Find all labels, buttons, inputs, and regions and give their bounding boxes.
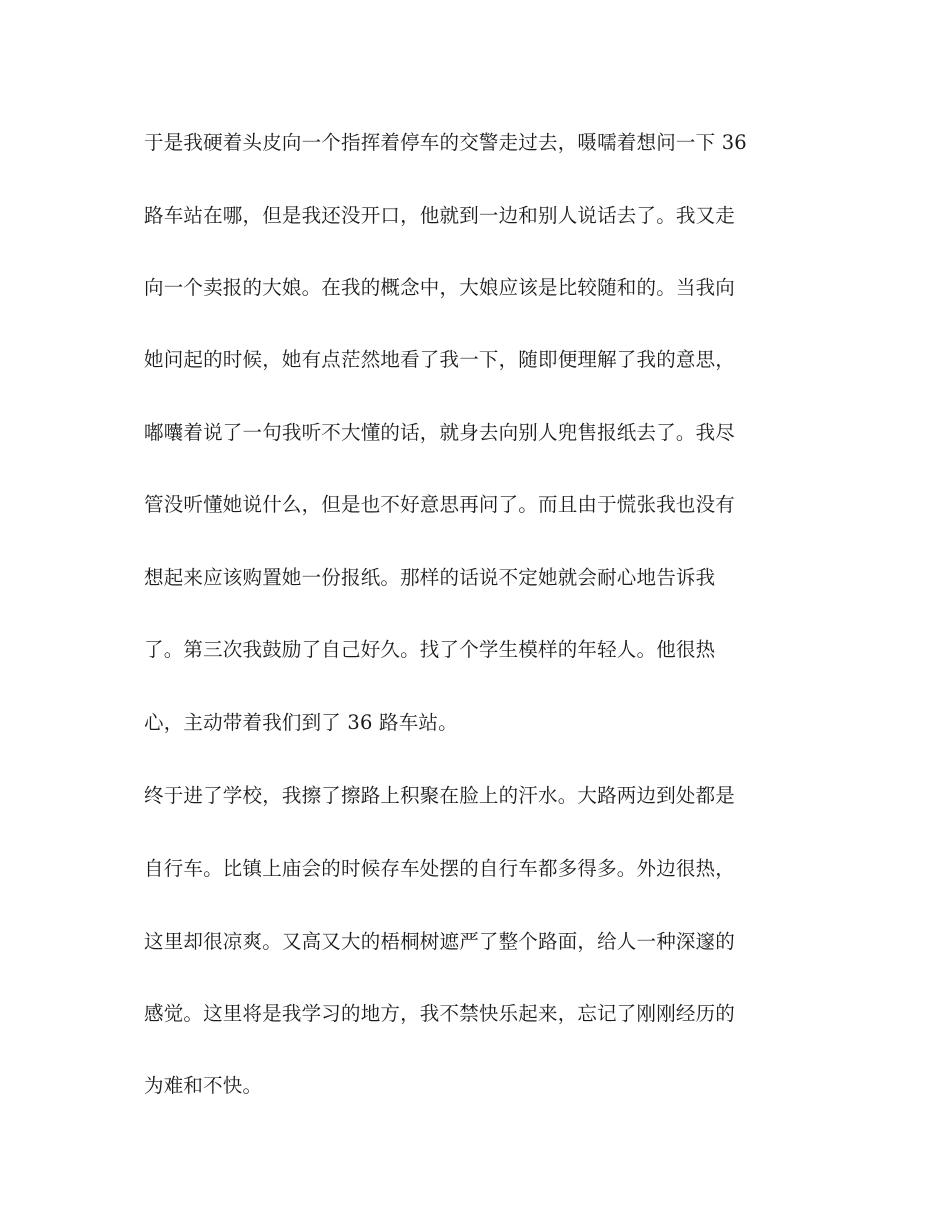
text-line: 路车站在哪，但是我还没开口，他就到一边和别人说话去了。我又走	[144, 204, 736, 227]
text-line: 这里却很凉爽。又高又大的梧桐树遮严了整个路面，给人一种深邃的	[144, 930, 736, 953]
text-line: 嘟囔着说了一句我听不大懂的话，就身去向别人兜售报纸去了。我尽	[144, 421, 736, 444]
text-line: 为难和不快。	[144, 1074, 263, 1097]
text-line: 向一个卖报的大娘。在我的概念中，大娘应该是比较随和的。当我向	[144, 276, 736, 299]
text-line: 于是我硬着头皮向一个指挥着停车的交警走过去，嗫嚅着想问一下 36	[144, 131, 747, 154]
text-line: 感觉。这里将是我学习的地方，我不禁快乐起来，忘记了刚刚经历的	[144, 1002, 736, 1025]
text-line: 自行车。比镇上庙会的时候存车处摆的自行车都多得多。外边很热，	[144, 857, 736, 880]
text-line: 管没听懂她说什么，但是也不好意思再问了。而且由于慌张我也没有	[144, 493, 736, 516]
text-line: 她问起的时候，她有点茫然地看了我一下，随即便理解了我的意思，	[144, 348, 736, 371]
text-line: 了。第三次我鼓励了自己好久。找了个学生模样的年轻人。他很热	[144, 638, 716, 661]
text-line: 终于进了学校，我擦了擦路上积聚在脸上的汗水。大路两边到处都是	[144, 784, 736, 807]
text-line: 想起来应该购置她一份报纸。那样的话说不定她就会耐心地告诉我	[144, 566, 716, 589]
text-line: 心，主动带着我们到了 36 路车站。	[144, 711, 458, 734]
